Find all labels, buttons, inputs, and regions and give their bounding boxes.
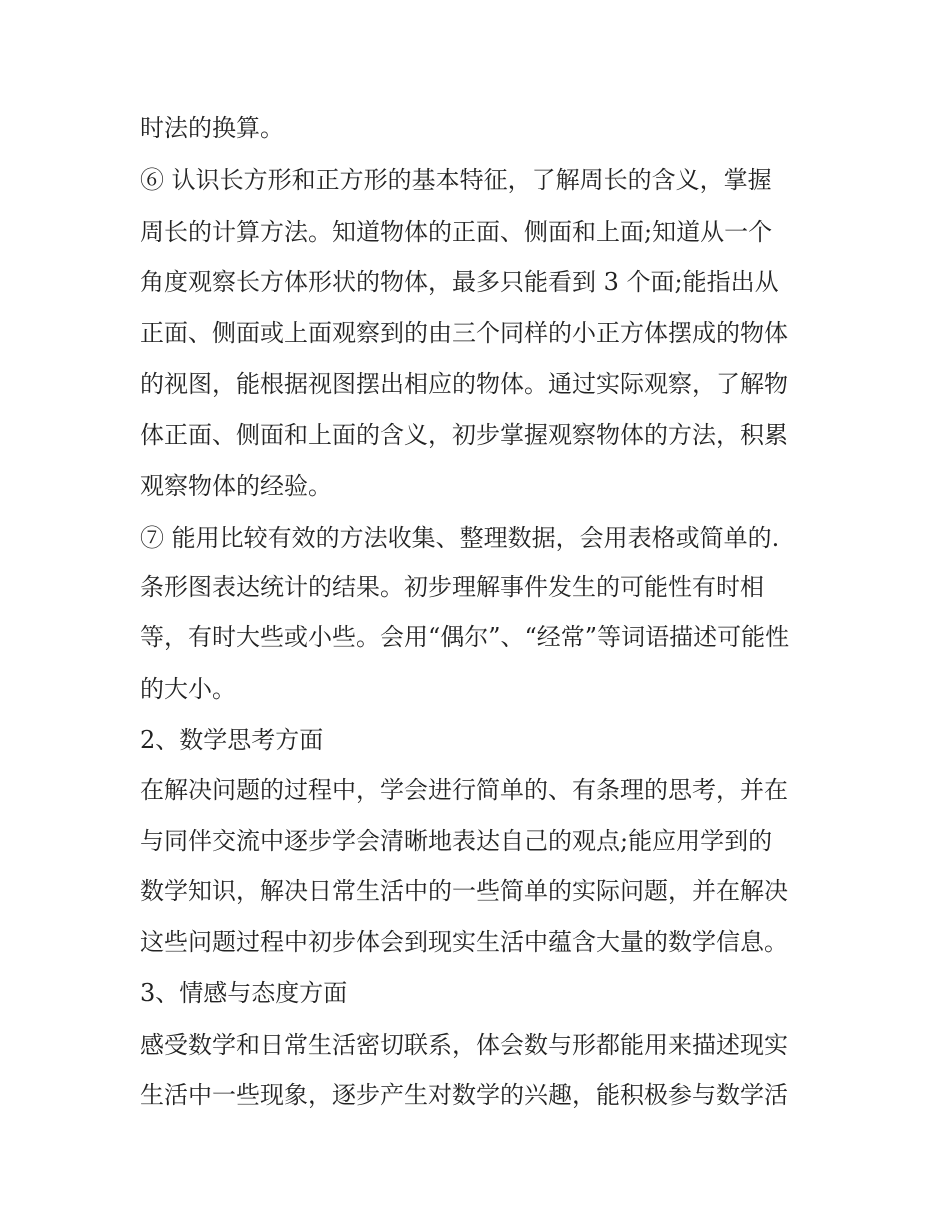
text-line: ⑥ 认识长方形和正方形的基本特征，了解周长的含义，掌握 (140, 166, 772, 194)
text-line: 周长的计算方法。知道物体的正面、侧面和上面;知道从一个 (140, 218, 773, 246)
text-line: 生活中一些现象，逐步产生对数学的兴趣，能积极参与数学活 (140, 1081, 788, 1109)
text-line: ⑦ 能用比较有效的方法收集、整理数据，会用表格或简单的. (140, 524, 780, 552)
section-heading: 3、情感与态度方面 (140, 979, 348, 1007)
text-line: 的大小。 (140, 675, 236, 703)
text-line: 的视图，能根据视图摆出相应的物体。通过实际观察，了解物 (140, 370, 788, 398)
text-line: 这些问题过程中初步体会到现实生活中蕴含大量的数学信息。 (140, 928, 788, 956)
text-line: 感受数学和日常生活密切联系，体会数与形都能用来描述现实 (140, 1031, 788, 1059)
text-line: 观察物体的经验。 (140, 472, 332, 500)
text-line: 体正面、侧面和上面的含义，初步掌握观察物体的方法，积累 (140, 421, 788, 449)
text-line: 正面、侧面或上面观察到的由三个同样的小正方体摆成的物体 (140, 319, 788, 347)
text-line: 条形图表达统计的结果。初步理解事件发生的可能性有时相 (140, 573, 764, 601)
text-line: 在解决问题的过程中，学会进行简单的、有条理的思考，并在 (140, 776, 788, 804)
section-heading: 2、数学思考方面 (140, 726, 324, 754)
text-line: 与同伴交流中逐步学会清晰地表达自己的观点;能应用学到的 (140, 827, 773, 855)
text-line: 时法的换算。 (140, 114, 284, 142)
text-line: 等，有时大些或小些。会用“偶尔”、“经常”等词语描述可能性 (140, 623, 790, 651)
text-line: 角度观察长方体形状的物体，最多只能看到 3 个面;能指出从 (140, 268, 779, 296)
text-line: 数学知识，解决日常生活中的一些简单的实际问题，并在解决 (140, 877, 788, 905)
